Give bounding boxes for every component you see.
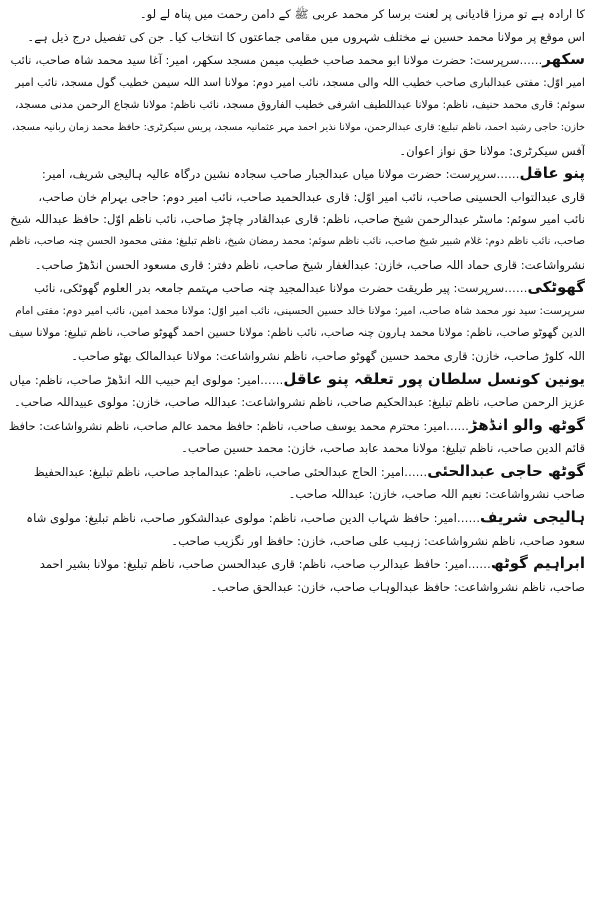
text-line xyxy=(8,186,585,209)
line-text: صاحب، نائب ناظم دوم: غلام شبیر شیخ صاحب، نائب ناظم سوئم: محمد رمضان شیخ، ناظم تبلیغ: مفتی محمود الحسن چنہ صاحب، ناظم xyxy=(9,235,585,247)
text-line xyxy=(8,576,585,599)
section-line xyxy=(8,48,585,72)
line-text: نشرواشاعت: قاری حماد اللہ صاحب، خازن: عبدالغفار شیخ صاحب، ناظم دفتر: قاری مسعود الحسن انڈھڑ صاحب۔ xyxy=(34,257,585,272)
leader-dots: …… xyxy=(496,167,520,182)
line-text: کا ارادہ ہے تو مرزا قادیانی پر لعنت برسا کر محمد عربی ﷺ کے دامن رحمت میں پناہ لے لو۔ xyxy=(139,7,585,21)
line-text: صاحب، ناظم نشرواشاعت: حافظ عبدالوہاب صاحب، خازن: عبدالحق صاحب۔ xyxy=(210,579,585,594)
section-line xyxy=(8,162,585,186)
text-line xyxy=(8,117,585,140)
line-text: سرپرست: پیر طریقت حضرت مولانا عبدالمجید چنہ صاحب مہتمم جامعہ بدر العلوم گھوٹکی، نائب xyxy=(34,281,505,296)
section-heading: سکھر xyxy=(542,50,585,69)
text-line xyxy=(8,26,585,49)
text-line xyxy=(8,391,585,414)
line-text: الدین گھوٹو صاحب، ناظم: مولانا محمد ہارون چنہ صاحب، نائب ناظم: مولانا حسین احمد گھوٹو صاحب، ناظم تبلیغ: مولانا سیف xyxy=(8,326,585,340)
text-line xyxy=(8,530,585,553)
line-text: سرپرست: سید نور محمد شاہ صاحب، امیر: مولانا خالد حسین الحسینی، نائب امیر اوّل: مولانا محمد امین، نائب امیر دوم: مفتی امام xyxy=(15,304,585,317)
line-text: نائب امیر سوئم: ماسٹر عبدالرحمن شیخ صاحب، ناظم: قاری عبدالقادر چاچڑ صاحب، نائب ناظم اوّل: حافظ عبداللہ شیخ xyxy=(10,212,585,227)
line-text: امیر: حافظ شہاب الدین صاحب، ناظم: مولوی عبدالشکور صاحب، ناظم تبلیغ: مولوی شاہ xyxy=(26,511,457,526)
section-line xyxy=(8,276,585,300)
line-text: صاحب نشرواشاعت: نعیم اللہ صاحب، خازن: عبداللہ صاحب۔ xyxy=(288,487,585,502)
section-heading: ابراہیم گوٹھ xyxy=(490,554,585,573)
line-text: عزیز الرحمن صاحب، ناظم تبلیغ: عبدالحکیم صاحب، ناظم نشرواشاعت: عبداللہ صاحب، خازن: مولوی عبیداللہ صاحب۔ xyxy=(13,395,585,410)
text-line xyxy=(8,208,585,231)
leader-dots: …… xyxy=(446,418,469,433)
text-line xyxy=(8,3,585,26)
section-heading: یونین کونسل سلطان پور تعلقہ پنو عاقل xyxy=(283,369,585,388)
leader-dots: …… xyxy=(467,557,491,572)
line-text: امیر: مولوی ایم حبیب اللہ انڈھڑ صاحب، ناظم: میاں xyxy=(9,372,261,387)
text-line xyxy=(8,437,585,460)
section-line xyxy=(8,368,585,392)
line-text: امیر: محترم محمد یوسف صاحب، ناظم: حافظ محمد عالم صاحب، ناظم نشرواشاعت: حافظ xyxy=(8,418,447,433)
line-text: اللہ کلوڑ صاحب، خازن: قاری محمد حسین گھوٹو صاحب، ناظم نشرواشاعت: مولانا عبدالمالک بھٹو صاحب۔ xyxy=(71,348,585,363)
section-line xyxy=(8,506,585,530)
line-text: سعود صاحب، ناظم نشرواشاعت: زہیب علی صاحب، خازن: حافظ اور نگزیب صاحب۔ xyxy=(171,533,585,548)
text-line xyxy=(8,94,585,117)
section-line xyxy=(8,552,585,576)
line-text: امیر: حافظ عبدالرب صاحب، ناظم: قاری عبدالحسن صاحب، ناظم تبلیغ: مولانا بشیر احمد xyxy=(39,557,468,572)
line-text: سوئم: قاری محمد حنیف، ناظم: مولانا عبداللطیف اشرفی خطیب الفاروق مسجد، نائب ناظم: مولانا شجاع الرحمن مدنی مسجد، xyxy=(15,98,585,112)
text-line xyxy=(8,140,585,163)
leader-dots: …… xyxy=(260,372,284,387)
section-heading: گوٹھ حاجی عبدالحئی xyxy=(427,461,585,480)
line-text: قائم الدین صاحب، ناظم تبلیغ: مولانا محمد عابد صاحب، خازن: محمد حسین صاحب۔ xyxy=(181,441,585,456)
text-line xyxy=(8,72,585,95)
text-line xyxy=(8,483,585,506)
leader-dots: …… xyxy=(504,281,528,296)
section-heading: گوٹھ والو انڈھڑ xyxy=(468,415,585,434)
leader-dots: …… xyxy=(519,53,543,68)
section-heading: ہالیجی شریف xyxy=(480,508,585,527)
line-text: اس موقع پر مولانا محمد حسین نے مختلف شہروں میں مقامی جماعتوں کا انتخاب کیا۔ جن کی تفصیل درج ذیل ہے۔ xyxy=(27,29,585,44)
section-line xyxy=(8,460,585,484)
section-heading: گھوٹکی xyxy=(527,278,585,297)
text-line xyxy=(8,231,585,254)
text-line xyxy=(8,322,585,345)
section-heading: پنو عاقل xyxy=(519,164,585,183)
line-text: خازن: حاجی رشید احمد، ناظم تبلیغ: قاری عبدالرحمن، مولانا نذیر احمد مہر عثمانیہ مسجد، پریس سیکرٹری: حافظ محمد زمان ربانیہ مسجد، xyxy=(11,121,585,133)
text-line xyxy=(8,300,585,323)
text-line xyxy=(8,345,585,368)
leader-dots: …… xyxy=(456,511,481,526)
line-text: سرپرست: حضرت مولانا ابو محمد صاحب خطیب میمن مسجد سکھر، امیر: آغا سید محمد شاہ صاحب، نائب xyxy=(10,53,520,68)
line-text: قاری عبدالتواب الحسینی صاحب، نائب امیر اوّل: قاری عبدالحمید صاحب، نائب امیر دوم: حاجی بہرام خان صاحب، xyxy=(38,189,585,204)
line-text: امیر اوّل: مفتی عبدالباری صاحب خطیب اللہ والی مسجد، نائب امیر دوم: مولانا اسد اللہ سیمن خطیب گول مسجد، نائب امیر xyxy=(15,75,585,89)
text-line xyxy=(8,254,585,277)
line-text: سرپرست: حضرت مولانا میاں عبدالجبار صاحب سجادہ نشین درگاہ عالیہ ہالیجی شریف، امیر: xyxy=(41,167,497,182)
line-text: آفس سیکرٹری: مولانا حق نواز اعوان۔ xyxy=(399,143,585,158)
section-line xyxy=(8,414,585,438)
leader-dots: …… xyxy=(404,464,428,479)
line-text: امیر: الحاج عبدالحئی صاحب، ناظم: عبدالماجد صاحب، ناظم تبلیغ: عبدالحفیظ xyxy=(33,464,405,479)
